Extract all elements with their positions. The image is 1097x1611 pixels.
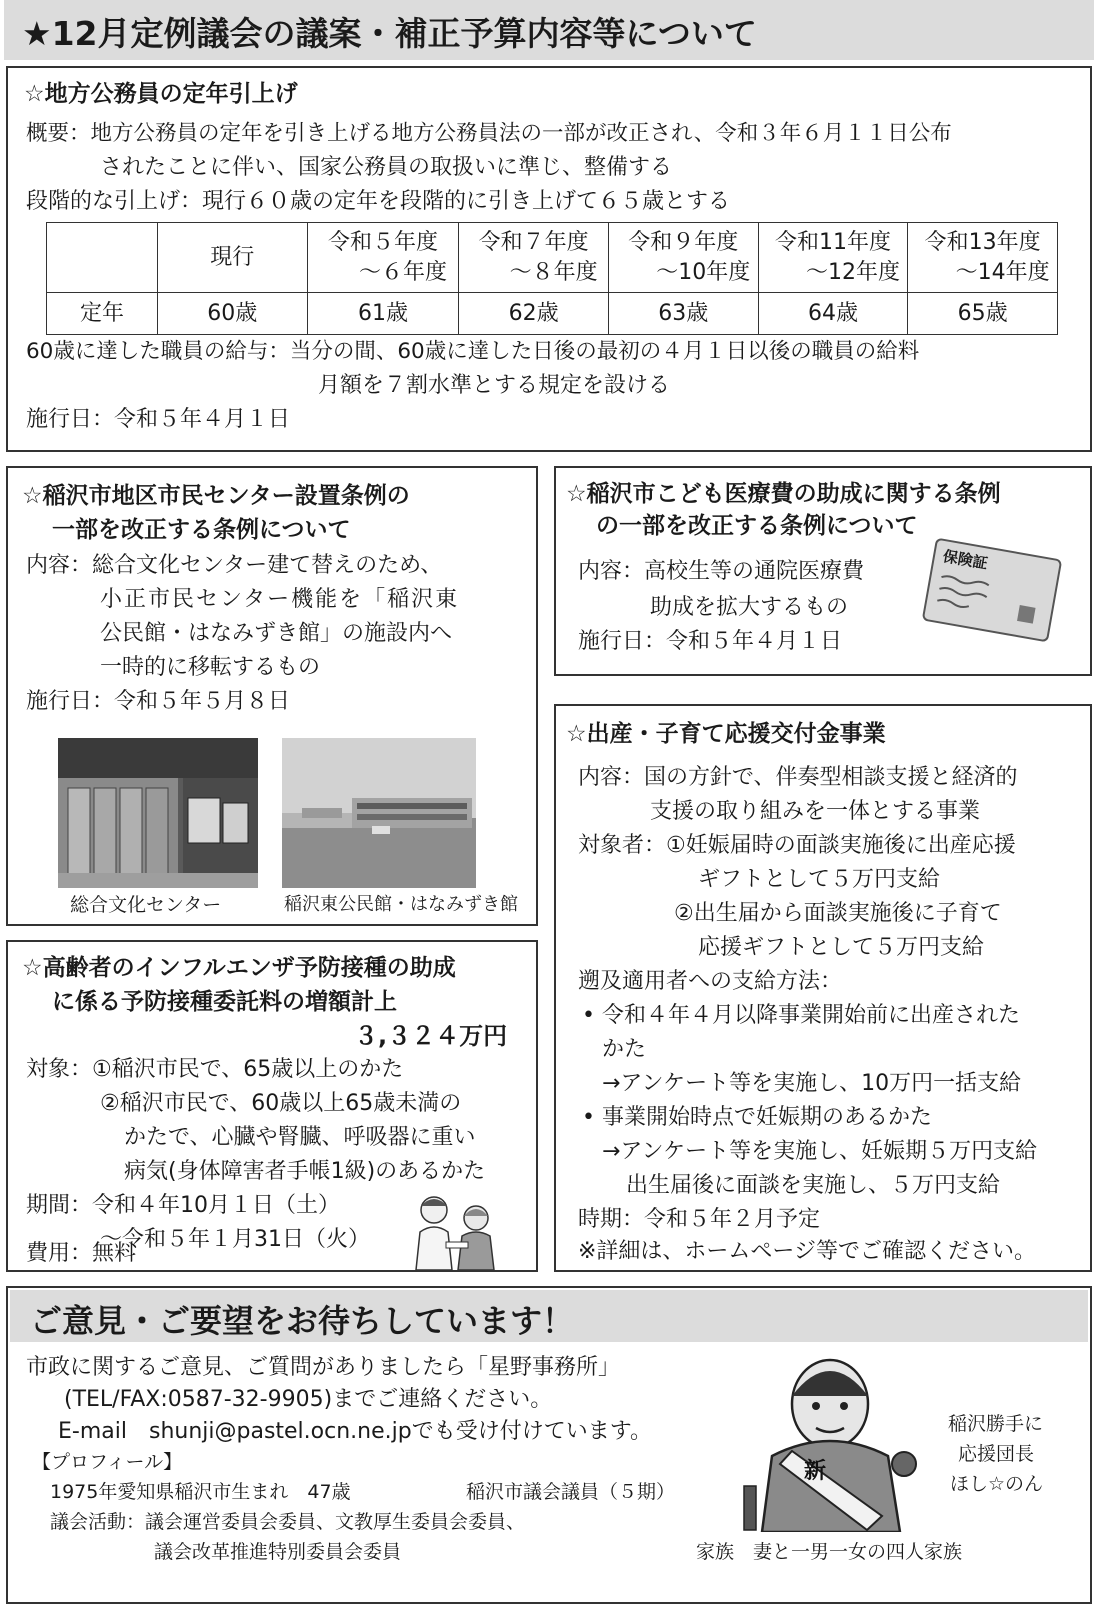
table-header-cell: 令和13年度 ～14年度: [908, 223, 1058, 293]
childbirth-b1-1: 令和４年４月以降事業開始前に出産された: [602, 1003, 1021, 1028]
childbirth-title: ☆出産・子育て応援交付金事業: [566, 721, 886, 747]
contact-line-2: (TEL/FAX:0587-32-9905)までご連絡ください。: [64, 1387, 553, 1412]
medical-effective: 施行日：令和５年４月１日: [578, 629, 843, 654]
table-cell: 61歳: [307, 293, 459, 335]
childbirth-b1-2: かた: [602, 1037, 647, 1062]
center-content-4: 一時的に移転するもの: [100, 655, 321, 680]
flu-target-3: かたで、心臓や腎臓、呼吸器に重い: [124, 1125, 476, 1150]
medical-content-1: 内容：高校生等の通院医療費: [578, 559, 865, 584]
table-header-cell: 現行: [157, 223, 307, 293]
nurse-vaccination-icon: [408, 1194, 504, 1270]
table-cell: 62歳: [459, 293, 609, 335]
center-effective: 施行日：令和５年５月８日: [26, 689, 291, 714]
retirement-stepwise: 段階的な引上げ：現行６０歳の定年を段階的に引き上げて６５歳とする: [26, 189, 731, 214]
community-hall-photo: [282, 738, 476, 888]
contact-header: [10, 1290, 1088, 1342]
childbirth-target-1: 対象者：①妊娠届時の面談実施後に出産応援: [578, 833, 1016, 858]
childbirth-retro: 遡及適用者への支給方法：: [578, 969, 843, 994]
retirement-title: ☆地方公務員の定年引上げ: [24, 81, 298, 107]
retirement-salary-1: 60歳に達した職員の給与：当分の間、60歳に達した日後の最初の４月１日以後の職員の給料: [26, 339, 920, 364]
table-cell: 63歳: [608, 293, 758, 335]
childbirth-content-1: 内容：国の方針で、伴奏型相談支援と経済的: [578, 765, 1018, 790]
flu-section: [6, 940, 538, 1272]
childbirth-target-3: ②出生届から面談実施後に子育て: [674, 901, 1002, 926]
retirement-overview-2: されたことに伴い、国家公務員の取扱いに準じ、整備する: [100, 155, 673, 180]
contact-line-1: 市政に関するご意見、ご質問がありましたら「星野事務所」: [26, 1355, 621, 1380]
flu-period-2: ～令和５年１月31日（火）: [100, 1227, 370, 1252]
childbirth-b2-2: →アンケート等を実施し、妊娠期５万円支給: [602, 1139, 1038, 1164]
table-cell: 65歳: [908, 293, 1058, 335]
table-cell: 64歳: [758, 293, 908, 335]
community-hall-caption: 稲沢東公民館・はなみずき館: [284, 894, 518, 915]
table-row: [47, 293, 1058, 335]
profile-heading: 【プロフィール】: [32, 1451, 183, 1473]
center-content-3: 公民館・はなみずき館」の施設内へ: [100, 621, 453, 646]
table-header-cell: [47, 223, 158, 293]
contact-section: [6, 1286, 1092, 1604]
bullet-icon: •: [582, 1003, 595, 1028]
table-header-cell: 令和９年度 ～10年度: [608, 223, 758, 293]
childbirth-b2-1: 事業開始時点で妊娠期のあるかた: [602, 1105, 933, 1130]
center-section: [6, 466, 538, 926]
childbirth-target-2: ギフトとして５万円支給: [698, 867, 941, 892]
retirement-section: [6, 66, 1092, 452]
center-title-1: ☆稲沢市地区市民センター設置条例の: [22, 483, 410, 509]
bullet-icon: •: [582, 1105, 595, 1130]
table-header-cell: 令和７年度 ～８年度: [459, 223, 609, 293]
medical-section: [554, 466, 1092, 676]
cultural-center-photo: [58, 738, 258, 888]
medical-content-2: 助成を拡大するもの: [650, 595, 849, 620]
page-title: ★12月定例議会の議案・補正予算内容等について: [22, 14, 757, 53]
table-row-label: 定年: [47, 293, 158, 335]
contact-title: ご意見・ご要望をお待ちしています！: [30, 1302, 575, 1340]
medical-title-2: の一部を改正する条例について: [596, 513, 918, 539]
flu-amount: ３,３２４万円: [354, 1022, 508, 1050]
childbirth-b1-3: →アンケート等を実施し、10万円一括支給: [602, 1071, 1022, 1096]
retirement-effective: 施行日：令和５年４月１日: [26, 407, 291, 432]
page-header: [4, 0, 1094, 60]
cultural-center-caption: 総合文化センター: [70, 894, 222, 916]
profile-family: 家族 妻と一男一女の四人家族: [696, 1541, 963, 1563]
contact-line-3: E-mail shunji@pastel.ocn.ne.jpでも受け付けています。: [58, 1419, 652, 1444]
mascot-caption-2: 応援団長: [958, 1443, 1035, 1465]
childbirth-content-2: 支援の取り組みを一体とする事業: [650, 799, 981, 824]
mascot-illustration: [732, 1346, 942, 1532]
table-header-cell: 令和５年度 ～６年度: [307, 223, 459, 293]
flu-target-4: 病気(身体障害者手帳1級)のあるかた: [124, 1159, 486, 1184]
flu-period-1: 期間：令和４年10月１日（土）: [26, 1193, 340, 1218]
childbirth-timing: 時期：令和５年２月予定: [578, 1207, 821, 1232]
medical-title-1: ☆稲沢市こども医療費の助成に関する条例: [566, 481, 1001, 507]
flu-cost: 費用：無料: [26, 1241, 137, 1266]
profile-activity-2: 議会改革推進特別委員会委員: [154, 1541, 402, 1563]
flu-target-2: ②稲沢市民で、60歳以上65歳未満の: [100, 1091, 462, 1116]
retirement-table: [46, 222, 1058, 335]
profile-born: 1975年愛知県稲沢市生まれ 47歳: [50, 1481, 351, 1503]
profile-position: 稲沢市議会議員（５期）: [466, 1481, 676, 1503]
mascot-sash-text: 新: [804, 1459, 827, 1484]
mascot-caption-3: ほし☆のん: [950, 1473, 1044, 1495]
center-content-2: 小正市民センター機能を「稲沢東: [100, 587, 460, 612]
table-cell: 60歳: [157, 293, 307, 335]
flu-title-2: に係る予防接種委託料の増額計上: [52, 989, 397, 1015]
childbirth-note: ※詳細は、ホームページ等でご確認ください。: [578, 1239, 1036, 1264]
center-title-2: 一部を改正する条例について: [52, 517, 351, 543]
childbirth-b2-3: 出生届後に面談を実施し、５万円支給: [626, 1173, 1001, 1198]
insurance-card-label: 保険証: [941, 547, 990, 573]
profile-activity-1: 議会活動：議会運営委員会委員、文教厚生委員会委員、: [50, 1511, 526, 1533]
retirement-overview-1: 概要：地方公務員の定年を引き上げる地方公務員法の一部が改正され、令和３年６月１１日公布: [26, 121, 952, 146]
retirement-salary-2: 月額を７割水準とする規定を設ける: [318, 373, 671, 398]
center-content-1: 内容：総合文化センター建て替えのため、: [26, 553, 443, 578]
flu-target-1: 対象：①稲沢市民で、65歳以上のかた: [26, 1057, 404, 1082]
insurance-card-icon: [922, 538, 1063, 643]
childbirth-section: [554, 704, 1092, 1272]
flu-title-1: ☆高齢者のインフルエンザ予防接種の助成: [22, 955, 456, 981]
childbirth-target-4: 応援ギフトとして５万円支給: [698, 935, 985, 960]
mascot-caption-1: 稲沢勝手に: [948, 1413, 1044, 1435]
table-header-cell: 令和11年度 ～12年度: [758, 223, 908, 293]
